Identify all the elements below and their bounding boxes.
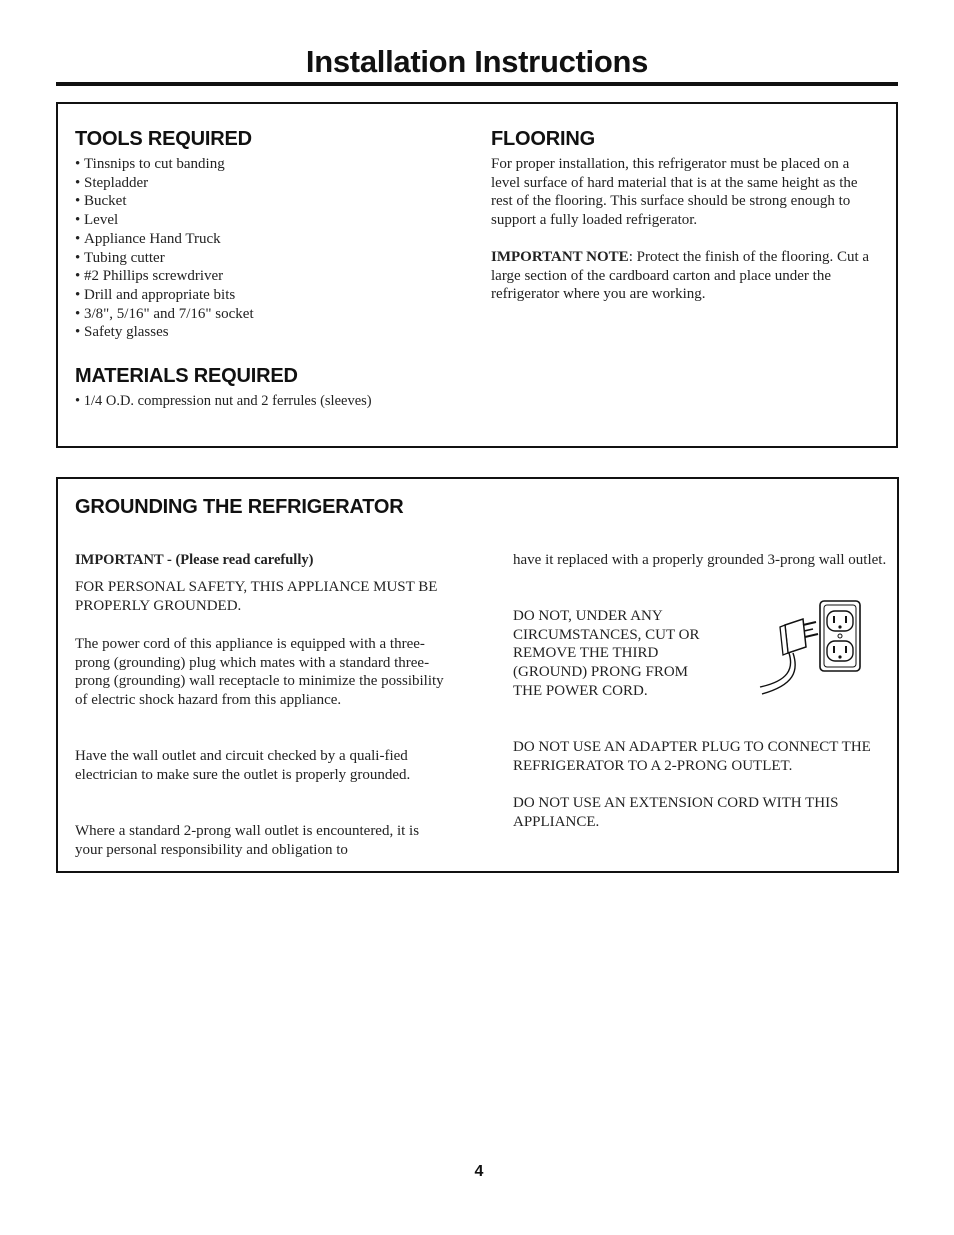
warning-adapter: DO NOT USE AN ADAPTER PLUG TO CONNECT THE REFRIGERATOR TO A 2-PRONG OUTLET.	[513, 739, 871, 774]
list-item: • Level	[75, 211, 455, 230]
warning-extension-cord: DO NOT USE AN EXTENSION CORD WITH THIS APPLIANCE.	[513, 795, 839, 830]
important-note-text: : Protect the finish of the flooring. Cut a large section of the cardboard carton and place under the refrigerator where you are working.	[491, 249, 870, 303]
important-note-label: IMPORTANT NOTE	[491, 249, 629, 265]
materials-heading: MATERIALS REQUIRED	[75, 365, 298, 387]
list-item: • Bucket	[75, 192, 455, 211]
grounding-box	[56, 477, 899, 873]
list-item: • Stepladder	[75, 174, 455, 193]
list-item: • Appliance Hand Truck	[75, 230, 455, 249]
title-rule	[56, 82, 898, 86]
tools-heading: TOOLS REQUIRED	[75, 128, 252, 150]
list-item: • Tinsnips to cut banding	[75, 155, 455, 174]
flooring-paragraph: For proper installation, this refrigerator must be placed on a level surface of hard material that is at the same height as the rest of the flooring. This surface should be strong enough to support a fully loaded refrigerator.	[491, 156, 858, 229]
flooring-note	[491, 248, 881, 304]
cord-paragraph: The power cord of this appliance is equipped with a three-prong (grounding) plug which mates with a standard three-prong (grounding) wall receptacle to minimize the possibility of electric shock hazard from this appliance.	[75, 636, 444, 709]
list-item: • 3/8", 5/16" and 7/16" socket	[75, 305, 455, 324]
two-prong-paragraph: Where a standard 2-prong wall outlet is encountered, it is your personal responsibility and obligation to	[75, 823, 420, 858]
flooring-heading: FLOORING	[491, 128, 595, 150]
page-title: Installation Instructions	[305, 44, 649, 79]
warning-cut-prong: DO NOT, UNDER ANY CIRCUMSTANCES, CUT OR REMOVE THE THIRD (GROUND) PRONG FROM THE POWER CORD.	[513, 608, 700, 699]
replace-paragraph: have it replaced with a properly grounded 3-prong wall outlet.	[513, 552, 887, 568]
list-item: • Safety glasses	[75, 323, 455, 342]
list-item: • Tubing cutter	[75, 249, 455, 268]
plug-and-outlet-icon	[758, 597, 868, 699]
tools-flooring-box	[56, 102, 898, 448]
page-number: 4	[474, 1163, 484, 1180]
list-item: • #2 Phillips screwdriver	[75, 267, 455, 286]
list-item: • Drill and appropriate bits	[75, 286, 455, 305]
important-label: IMPORTANT - (Please read carefully)	[75, 552, 314, 568]
materials-item: • 1/4 O.D. compression nut and 2 ferrules (sleeves)	[75, 393, 372, 409]
grounding-heading: GROUNDING THE REFRIGERATOR	[75, 496, 404, 518]
safety-statement: FOR PERSONAL SAFETY, THIS APPLIANCE MUST BE PROPERLY GROUNDED.	[75, 579, 438, 614]
tools-list	[75, 155, 455, 342]
check-paragraph: Have the wall outlet and circuit checked by a quali-fied electrician to make sure the outlet is properly grounded.	[75, 748, 411, 783]
